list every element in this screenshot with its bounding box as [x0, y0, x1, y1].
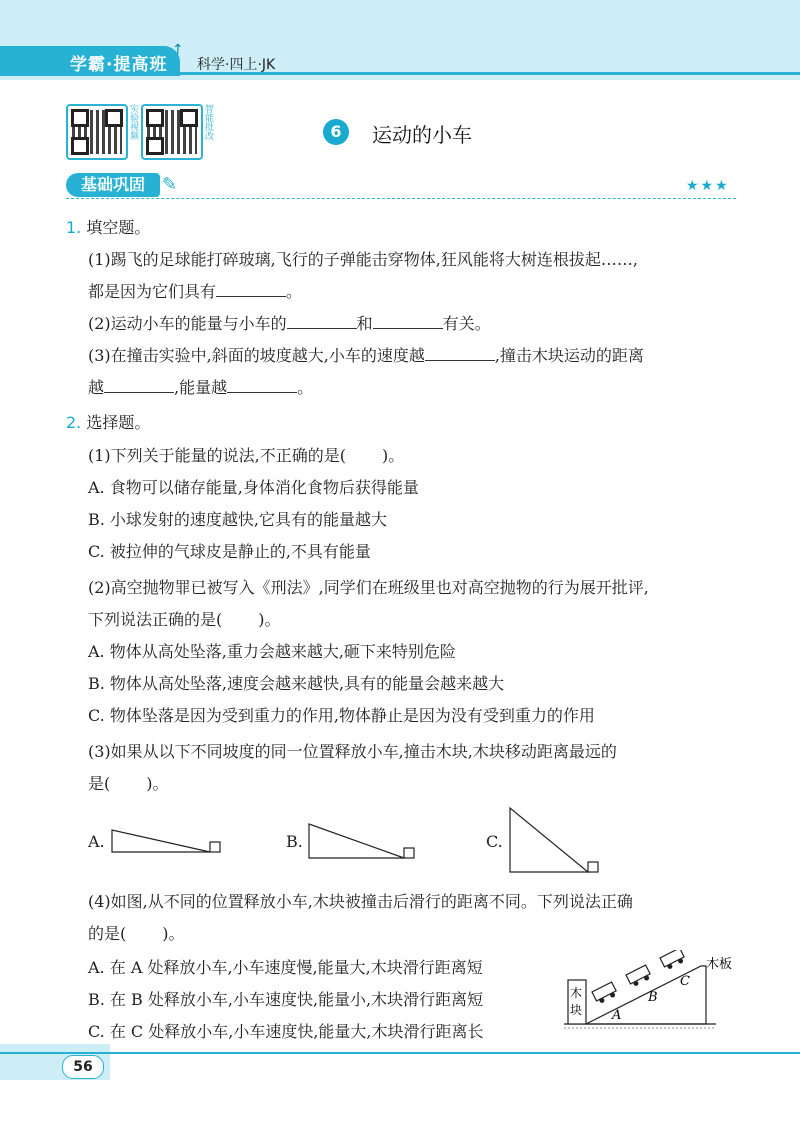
- cart-a: [592, 982, 618, 1005]
- qr-finder-icon: [105, 109, 123, 127]
- section-divider: [66, 198, 736, 199]
- q2-sub3-line2: [88, 774, 169, 794]
- q1-part2-end: 有关。: [442, 314, 491, 333]
- q1-part3-e: 。: [297, 378, 314, 397]
- cart-c: [660, 950, 686, 971]
- qr-tag-video: 实验视频: [128, 104, 138, 140]
- q2-sub3-line1: (3)如果从以下不同坡度的同一位置释放小车,撞击木块,木块移动距离最远的: [88, 742, 617, 761]
- q2-sub3-end: )。: [146, 774, 169, 793]
- q2-sub1-option-a: A. 食物可以储存能量,身体消化食物后获得能量: [88, 478, 419, 497]
- q1-part3-text: (3)在撞击实验中,斜面的坡度越大,小车的速度越: [88, 346, 425, 365]
- q1-stem: [66, 218, 150, 238]
- lesson-title: 运动的小车: [372, 123, 472, 147]
- section-title: 基础巩固: [66, 173, 160, 197]
- q1-part1-line1: (1)踢飞的足球能打碎玻璃,飞行的子弹能击穿物体,狂风能将大树连根拔起……,: [88, 250, 638, 269]
- q2-sub1-option-c: C. 被拉伸的气球皮是静止的,不具有能量: [88, 542, 371, 561]
- q2-sub2-option-c: C. 物体坠落是因为受到重力的作用,物体静止是因为没有受到重力的作用: [88, 706, 595, 725]
- slope-triangle-c: [510, 808, 588, 872]
- q1-part3-line2: [88, 378, 313, 398]
- qr-code-grading[interactable]: [141, 104, 203, 160]
- slope-triangle-b: [309, 824, 404, 858]
- q2-sub2-text: 下列说法正确的是(: [88, 610, 223, 629]
- brand-title: 学霸·提高班: [70, 55, 168, 75]
- qr-finder-icon: [180, 109, 198, 127]
- slope-option-b-label: B.: [286, 832, 303, 851]
- q1-part3-d: ,能量越: [174, 378, 228, 397]
- q2-sub4-end: )。: [162, 924, 185, 943]
- q2-sub3-text: 是(: [88, 774, 111, 793]
- q1-stem-text: 填空题。: [86, 218, 151, 237]
- q2-sub1-end: )。: [382, 446, 405, 465]
- page-number: 56: [62, 1055, 104, 1079]
- lesson-number-badge: 6: [323, 119, 349, 145]
- block-label-1: 木: [570, 986, 583, 1000]
- q2-sub4-option-b: B. 在 B 处释放小车,小车速度快,能量小,木块滑行距离短: [88, 990, 484, 1009]
- q2-sub1-text: (1)下列关于能量的说法,不正确的是(: [88, 446, 346, 465]
- q1-part1-end: 。: [286, 282, 303, 301]
- q2-stem-text: 选择题。: [86, 413, 151, 432]
- answer-blank[interactable]: [425, 346, 495, 361]
- point-b-label: B: [648, 990, 658, 1005]
- footer-rule: [0, 1052, 800, 1054]
- q2-sub2-option-a: A. 物体从高处坠落,重力会越来越大,砸下来特别危险: [88, 642, 456, 661]
- q2-sub4-option-c: C. 在 C 处释放小车,小车速度快,能量大,木块滑行距离长: [88, 1022, 484, 1041]
- qr-tag-grading: 智能批改: [203, 104, 213, 140]
- q2-sub4-text: 的是(: [88, 924, 127, 943]
- qr-finder-icon: [71, 137, 89, 155]
- pen-icon: ✎: [162, 174, 178, 195]
- q2-stem: [66, 413, 150, 433]
- difficulty-stars: ★★★: [686, 178, 730, 194]
- q1-part1-text: 都是因为它们具有: [88, 282, 217, 301]
- point-a-label: A: [612, 1008, 622, 1023]
- qr-code-video[interactable]: [66, 104, 128, 160]
- answer-blank[interactable]: [227, 378, 297, 393]
- block-square-b: [404, 848, 414, 858]
- q1-part3-mid: ,撞击木块运动的距离: [494, 346, 644, 365]
- block-square-c: [588, 862, 598, 872]
- q2-sub2-line2: [88, 610, 281, 630]
- q1-part3-c: 越: [88, 378, 105, 397]
- arrow-up-icon: ↑: [172, 42, 184, 58]
- block-square-a: [210, 842, 220, 852]
- answer-blank[interactable]: [216, 282, 286, 297]
- q1-part3-line1: [88, 346, 644, 366]
- subject-label: 科学·四上·JK: [197, 57, 276, 73]
- q1-number: 1.: [66, 218, 82, 237]
- q2-sub4-option-a: A. 在 A 处释放小车,小车速度慢,能量大,木块滑行距离短: [88, 958, 483, 977]
- qr-finder-icon: [71, 109, 89, 127]
- q2-sub1-option-b: B. 小球发射的速度越快,它具有的能量越大: [88, 510, 388, 529]
- point-c-label: C: [680, 974, 690, 989]
- q2-sub2-option-b: B. 物体从高处坠落,速度会越来越快,具有的能量会越来越大: [88, 674, 505, 693]
- cart-b: [626, 965, 652, 988]
- qr-finder-icon: [146, 109, 164, 127]
- slope-figure-a: [110, 826, 225, 856]
- q1-part2-text: (2)运动小车的能量与小车的: [88, 314, 287, 333]
- slope-figure-c: [508, 804, 603, 874]
- answer-blank[interactable]: [104, 378, 174, 393]
- answer-blank[interactable]: [373, 314, 443, 329]
- q2-sub4-line1: (4)如图,从不同的位置释放小车,木块被撞击后滑行的距离不同。下列说法正确: [88, 892, 633, 911]
- slope-option-a-label: A.: [88, 832, 105, 851]
- q1-part2-and: 和: [356, 314, 373, 333]
- slope-option-c-label: C.: [486, 832, 503, 851]
- q1-part2: [88, 314, 491, 334]
- board-label: 木板: [706, 957, 733, 972]
- q2-sub4-line2: [88, 924, 185, 944]
- q2-number: 2.: [66, 413, 82, 432]
- q1-part1-line2: [88, 282, 302, 302]
- q2-sub1: [88, 446, 404, 466]
- slope-triangle-a: [112, 830, 210, 852]
- ramp-figure: [556, 950, 746, 1040]
- block-label-2: 块: [570, 1003, 583, 1017]
- q2-sub2-line1: (2)高空抛物罪已被写入《刑法》,同学们在班级里也对高空抛物的行为展开批评,: [88, 578, 649, 597]
- q2-sub2-end: )。: [258, 610, 281, 629]
- qr-finder-icon: [146, 137, 164, 155]
- answer-blank[interactable]: [287, 314, 357, 329]
- slope-figure-b: [307, 820, 419, 860]
